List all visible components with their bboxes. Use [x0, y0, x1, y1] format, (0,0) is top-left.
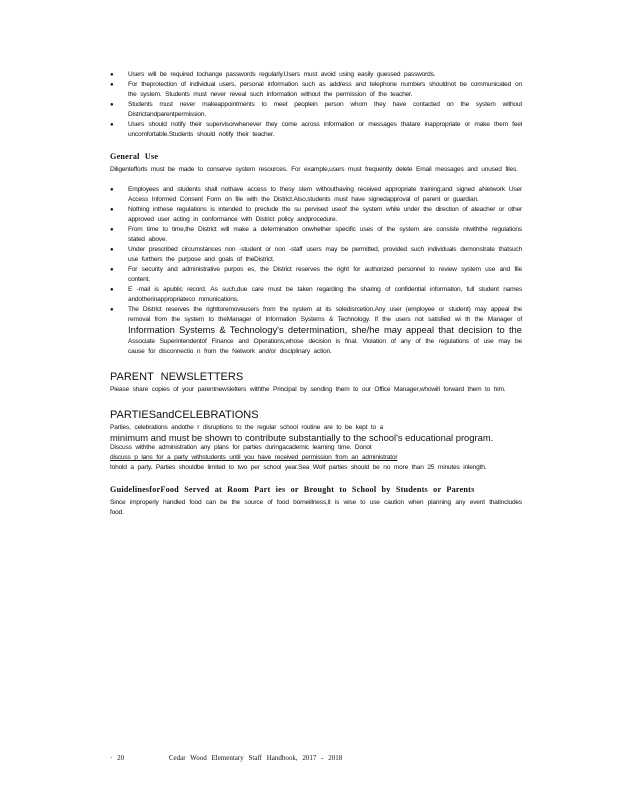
section-heading-general-use: General Use [110, 152, 159, 161]
parent-newsletters-text: Please share copies of your parentnewsletters withthe Principal by sending them to our Office Manager,whowill forward them to him. [110, 386, 506, 393]
list-item: ● E -mail is apublic record. As such,due care must be taken regarding the sharing of confidential information, full student names andotherinappropriateco mmunications. [110, 285, 522, 305]
general-use-intro: Diligentefforts must be made to conserve system resources. For example,users must frequently delete Email messages and unused files. [110, 166, 518, 173]
text-line-underlined: discuss p lans for a party withstudents until you have received permission from an administrator [110, 454, 398, 461]
list-item-text: The District reserves the righttoremoveusers from the system at its soledisrcetion.Any user (employee or student) may appeal the removal from the system to theManager of Information Systems & Technology. If the users not satisfied wi th the Manager of [128, 306, 522, 323]
list-item: ● Students must never makeappointments to meet peoplein person whom they have contacted on the system without Districtandparentpermission. [110, 100, 522, 120]
text-line-large: minimum and must be shown to contribute substantially to the school's educational program. [110, 432, 494, 443]
list-item: ● Users will be required tochange passwords regularly.Users must avoid using easily guessed passwords. [110, 70, 522, 80]
list-item: ● Users should notify their supervisorwhenever they come across information or messages thatare inappropriate or make them feel uncomfortable.Students should notify their teacher. [110, 120, 522, 140]
general-use-bullet-list [110, 185, 522, 357]
list-item: ● For security and administrative purpos es, the District reserves the right for authorized personnel to review system use and file content. [110, 265, 522, 285]
text-line: Discuss withthe administration any plans for parties duringacademic learning time. Donot [110, 444, 372, 451]
list-item: ● Under prescribed circumstances non -student or non -staff users may be permitted, provided such individuals demonstrate thatsuch use furthers the purpose and goals of theDistrict. [110, 245, 522, 265]
list-item-text-large: Information Systems & Technology's determination, she/he may appeal that decision to the [128, 324, 522, 335]
list-item [110, 305, 522, 357]
section-heading-parent-newsletters: PARENT NEWSLETTERS [110, 371, 244, 383]
list-item: ● Employees and students shall nothave access to thesy stem withouthaving received appropriate training;and signed aNetwork User Access Informed Consent Form on file with the District.Also,students must have signedapproval of parent or guardian. [110, 185, 522, 205]
section-heading-food-guidelines: GuidelinesforFood Served at Room Part ies or Brought to School by Students or Parents [110, 485, 475, 494]
text-line: tohold a party. Parties shouldbe limited to two per school year.Sea Wolf parties should be no more than 25 minutes inlength. [110, 464, 487, 471]
list-item: ● From time to time,the District will make a determination onwhether specific uses of the system are consiste ntwiththe regulations stated above. [110, 225, 522, 245]
list-item-text: Associate Superintendentof Finance and Operations,whose decision is final. Violation of any of the regulations of use may be cause for disconnectio n from the Network and/or disciplinary action. [128, 338, 522, 355]
page-content [110, 70, 522, 518]
section-heading-parties: PARTIESandCELEBRATIONS [110, 409, 259, 421]
page-number: · 20 [110, 754, 125, 762]
footer-title: Cedar Wood Elementary Staff Handbook, 2017 - 2018 [168, 754, 343, 762]
list-item: ● Nothing inthese regulations is intended to preclude the su pervised useof the system while under the direction of ateacher or other approved user acting in conformance with District policy andprocedure. [110, 205, 522, 225]
text-line: Parties, celebrations andothe r disruptions to the regular school routine are to be kept to a [110, 424, 384, 431]
top-bullet-list [110, 70, 522, 140]
parties-text [110, 423, 522, 473]
food-guidelines-text: Since improperly handled food can be the source of food borneillness,it is wise to use caution when planning any event thatincludes food. [110, 499, 522, 516]
list-item: ● For theprotection of individual users, personal information such as address and telephone numbers shouldnot be communicated on the system. Students must never reveal such information without the permission of the teacher. [110, 80, 522, 100]
page-footer [110, 754, 342, 762]
